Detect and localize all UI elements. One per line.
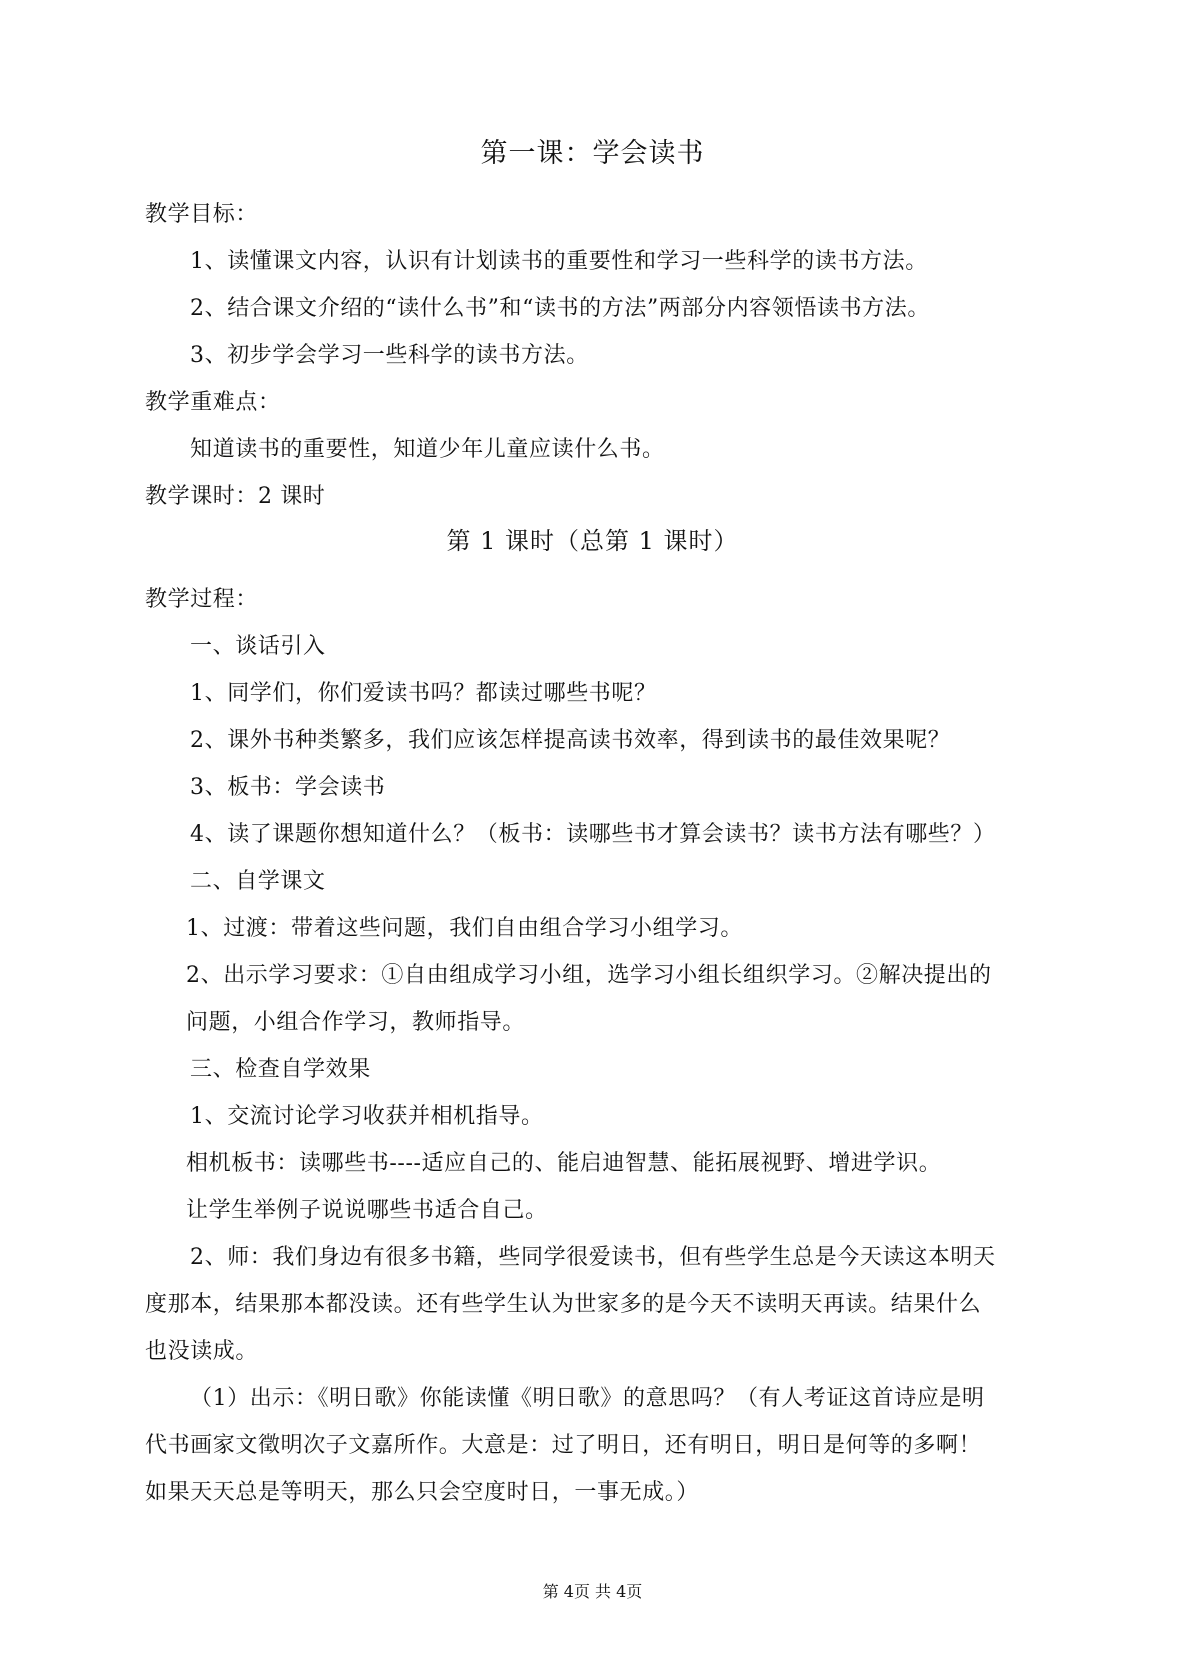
objective-item-1: 1、读懂课文内容，认识有计划读书的重要性和学习一些科学的读书方法。 (190, 249, 928, 274)
process-heading: 教学过程： (145, 587, 259, 612)
section-3-item-1: 1、交流讨论学习收获并相机指导。 (190, 1104, 544, 1129)
section-2-heading: 二、自学课文 (190, 869, 326, 894)
section-1-item-4: 4、读了课题你想知道什么？（板书：读哪些书才算会读书？读书方法有哪些？） (190, 822, 996, 847)
key-points-heading: 教学重难点： (145, 390, 281, 415)
lesson-title: 第一课：学会读书 (480, 138, 705, 169)
section-2-item-2-line-1: 2、出示学习要求：①自由组成学习小组，选学习小组长组织学习。②解决提出的 (186, 963, 992, 988)
objective-item-3: 3、初步学会学习一些科学的读书方法。 (190, 343, 589, 368)
section-3-item-2-line-2: 度那本，结果那本都没读。还有些学生认为世家多的是今天不读明天再读。结果什么 (145, 1292, 982, 1317)
section-3-board: 相机板书：读哪些书----适应自己的、能启迪智慧、能拓展视野、增进学识。 (186, 1151, 942, 1176)
section-3-example: 让学生举例子说说哪些书适合自己。 (186, 1198, 548, 1223)
section-1-item-3: 3、板书：学会读书 (190, 775, 386, 800)
section-2-item-2-line-2: 问题，小组合作学习，教师指导。 (186, 1010, 526, 1035)
section-3-sub-1-line-1: （1）出示：《明日歌》你能读懂《明日歌》的意思吗？（有人考证这首诗应是明 (190, 1386, 985, 1411)
lesson-period-title: 第 1 课时（总第 1 课时） (446, 527, 739, 555)
section-3-sub-1-line-3: 如果天天总是等明天，那么只会空度时日，一事无成。） (145, 1480, 700, 1505)
section-1-heading: 一、谈话引入 (190, 634, 326, 659)
objectives-heading: 教学目标： (145, 202, 259, 227)
key-points-text: 知道读书的重要性，知道少年儿童应读什么书。 (190, 437, 665, 462)
section-3-sub-1-line-2: 代书画家文徵明次子文嘉所作。大意是：过了明日，还有明日，明日是何等的多啊！ (145, 1433, 982, 1458)
teaching-hours: 教学课时：2 课时 (145, 484, 326, 509)
section-3-heading: 三、检查自学效果 (190, 1057, 371, 1082)
section-1-item-2: 2、课外书种类繁多，我们应该怎样提高读书效率，得到读书的最佳效果呢？ (190, 728, 951, 753)
objective-item-2: 2、结合课文介绍的“读什么书”和“读书的方法”两部分内容领悟读书方法。 (190, 296, 930, 321)
section-2-item-1: 1、过渡：带着这些问题，我们自由组合学习小组学习。 (186, 916, 743, 941)
section-1-item-1: 1、同学们，你们爱读书吗？都读过哪些书呢？ (190, 681, 657, 706)
section-3-item-2-line-3: 也没读成。 (145, 1339, 259, 1364)
section-3-item-2-line-1: 2、师：我们身边有很多书籍，些同学很爱读书，但有些学生总是今天读这本明天 (190, 1245, 996, 1270)
page-footer: 第 4页 共 4页 (542, 1582, 643, 1601)
